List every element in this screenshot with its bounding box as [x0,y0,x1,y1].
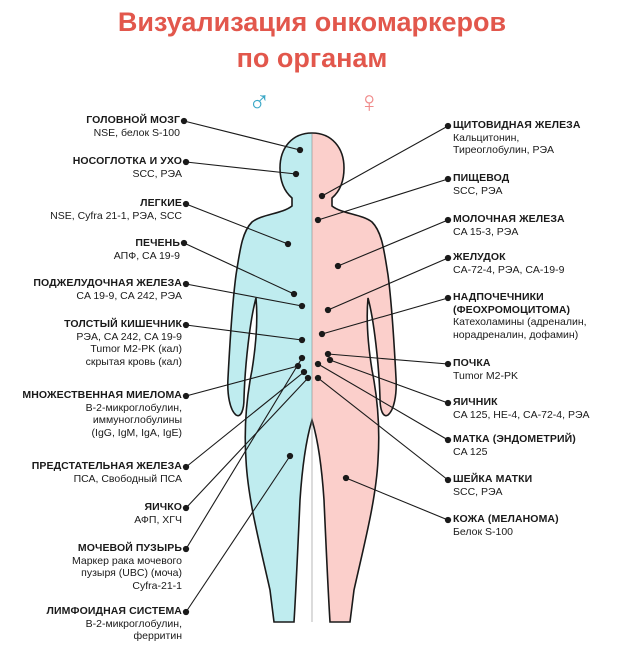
organ-name: ТОЛСТЫЙ КИШЕЧНИК [64,318,182,330]
male-symbol-icon: ♂ [248,86,271,119]
organ-name: ЯИЧКО [144,501,182,513]
marker-list: NSE, Cyfra 21-1, РЭА, SCC [50,209,182,222]
label-adrenal [453,291,587,341]
organ-subname: (ФЕОХРОМОЦИТОМА) [453,303,571,316]
label-lymphoid [47,605,182,643]
label-cervix [453,473,532,498]
label-pancreas [33,277,182,302]
organ-name: ПРЕДСТАТЕЛЬНАЯ ЖЕЛЕЗА [31,460,182,472]
marker-list: SCC, РЭА [453,184,503,197]
marker-list: SCC, РЭА [453,485,503,498]
marker-list: CA 19-9, CA 242, РЭА [76,289,182,302]
organ-name: ЛЕГКИЕ [140,197,182,209]
label-colon [64,318,182,368]
organ-name: ПОЧКА [453,357,491,369]
label-uterus [453,433,576,458]
marker-list: АПФ, CA 19-9 [113,249,180,262]
marker-list: Катехоламины (адреналин, [453,316,587,328]
marker-list: B-2-микроглобулин, [85,617,182,630]
organ-name: КОЖА (МЕЛАНОМА) [453,513,559,525]
label-prostate [32,460,182,485]
organ-name: МОЛОЧНАЯ ЖЕЛЕЗА [453,213,565,225]
female-symbol-icon: ♀ [358,86,381,119]
label-bladder [72,542,182,592]
marker-list: АФП, ХГЧ [134,513,182,526]
organ-name: ЛИМФОИДНАЯ СИСТЕМА [46,605,182,617]
label-testis [134,501,182,526]
label-breast [453,213,565,238]
marker-list: Tumor M2-PK [453,369,518,382]
label-stomach [453,251,564,276]
organ-name: МОЧЕВОЙ ПУЗЫРЬ [77,542,182,554]
marker-list: Кальцитонин, [453,131,520,144]
marker-list: Маркер рака мочевого [72,554,182,567]
marker-list: CA 125 [453,445,488,458]
marker-list: РЭА, CA 242, CA 19-9 [76,330,182,343]
marker-list: SCC, РЭА [132,167,182,180]
marker-list: ферритин [133,630,182,642]
marker-list: пузыря (UBC) (моча) [81,567,182,579]
label-esophagus [453,172,509,197]
marker-list: ПСА, Свободный ПСА [73,472,182,485]
marker-list: Cyfra-21-1 [132,579,182,592]
label-kidney [453,357,518,382]
label-myeloma [22,389,182,439]
marker-list: Тиреоглобулин, РЭА [453,144,555,156]
marker-list: иммуноглобулины [92,414,182,426]
organ-name: ПЕЧЕНЬ [135,237,180,249]
marker-list: норадреналин, дофамин) [453,328,579,341]
marker-list: CA 15-3, РЭА [453,225,519,238]
organ-name: ЖЕЛУДОК [453,251,506,263]
label-brain [86,114,180,139]
organ-name: ЩИТОВИДНАЯ ЖЕЛЕЗА [453,119,581,131]
marker-list: (IgG, IgM, IgA, IgE) [91,426,182,439]
label-liver [114,237,180,262]
marker-list: CA-72-4, РЭА, CA-19-9 [453,263,565,276]
marker-list: CA 125, HE-4, CA-72-4, РЭА [453,408,590,421]
organ-name: ШЕЙКА МАТКИ [453,473,533,485]
label-nasopharynx [73,155,182,180]
marker-list: Белок S-100 [453,525,513,538]
label-ovary [453,396,590,421]
marker-list: B-2-микроглобулин, [85,401,182,414]
organ-name: МАТКА (ЭНДОМЕТРИЙ) [453,433,576,445]
organ-name: ЯИЧНИК [453,396,498,408]
organ-name: ПИЩЕВОД [453,172,510,184]
page-subtitle: по органам [236,43,388,73]
marker-list: скрытая кровь (кал) [85,355,182,368]
organ-name: НАДПОЧЕЧНИКИ [453,291,544,303]
organ-name: МНОЖЕСТВЕННАЯ МИЕЛОМА [22,389,182,401]
organ-name: ГОЛОВНОЙ МОЗГ [86,114,180,126]
label-skin [453,513,559,538]
marker-list: Tumor M2-PK (кал) [90,343,182,355]
organ-name: НОСОГЛОТКА И УХО [72,155,182,167]
marker-list: NSE, белок S-100 [93,126,180,139]
page-title: Визуализация онкомаркеров [117,7,507,37]
organ-name: ПОДЖЕЛУДОЧНАЯ ЖЕЛЕЗА [33,277,182,289]
label-thyroid [453,119,581,157]
label-lungs [50,197,182,222]
